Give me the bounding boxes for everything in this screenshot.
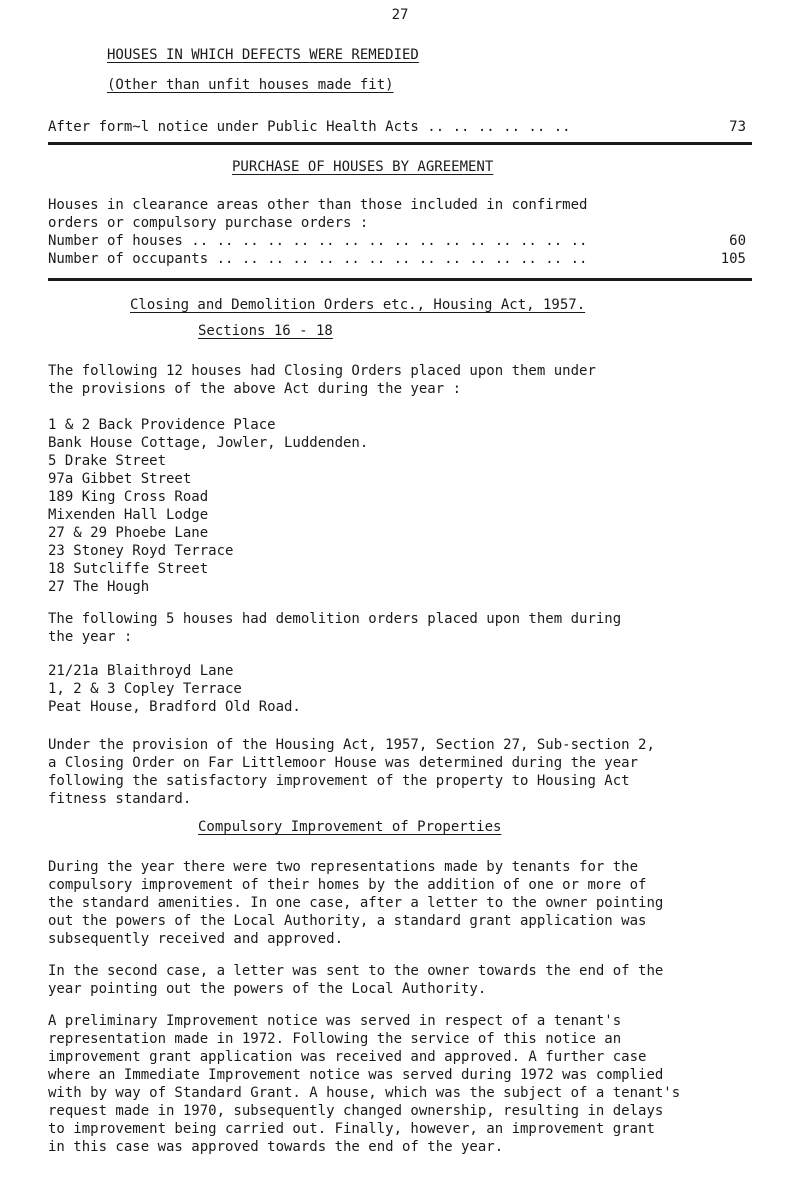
paragraph-line: Under the provision of the Housing Act, 1957, Section 27, Sub-section 2, bbox=[48, 737, 655, 753]
paragraph-line: the standard amenities. In one case, after a letter to the owner pointing bbox=[48, 895, 664, 911]
list-item: 189 King Cross Road bbox=[48, 489, 209, 505]
paragraph-line: in this case was approved towards the end of the year. bbox=[48, 1139, 504, 1155]
list-item: 27 The Hough bbox=[48, 579, 150, 595]
closing-subheading: Sections 16 - 18 bbox=[198, 323, 333, 339]
closing-orders-list bbox=[48, 416, 368, 596]
defects-row-label: After form~l notice under Public Health Acts .. .. .. .. .. .. bbox=[48, 119, 571, 135]
purchase-intro-line: orders or compulsory purchase orders : bbox=[48, 215, 369, 231]
section-divider bbox=[48, 142, 752, 145]
compulsory-paragraph-1 bbox=[48, 858, 663, 948]
closing-intro-line: The following 12 houses had Closing Orders placed upon them under bbox=[48, 363, 596, 379]
purchase-row-value: 60 bbox=[729, 233, 746, 249]
purchase-intro-line: Houses in clearance areas other than those included in confirmed bbox=[48, 197, 588, 213]
compulsory-paragraph-2 bbox=[48, 962, 663, 998]
purchase-row-label: Number of occupants .. .. .. .. .. .. .. .. .. .. .. .. .. .. .. bbox=[48, 251, 588, 267]
list-item: 5 Drake Street bbox=[48, 453, 167, 469]
defects-row-value: 73 bbox=[729, 119, 746, 135]
purchase-row-value: 105 bbox=[720, 251, 746, 267]
defects-heading: HOUSES IN WHICH DEFECTS WERE REMEDIED bbox=[107, 47, 419, 63]
paragraph-line: improvement grant application was received and approved. A further case bbox=[48, 1049, 647, 1065]
paragraph-line: representation made in 1972. Following the service of this notice an bbox=[48, 1031, 622, 1047]
paragraph-line: year pointing out the powers of the Local Authority. bbox=[48, 981, 487, 997]
paragraph-line: a Closing Order on Far Littlemoor House was determined during the year bbox=[48, 755, 639, 771]
list-item: Mixenden Hall Lodge bbox=[48, 507, 209, 523]
list-item: Bank House Cottage, Jowler, Luddenden. bbox=[48, 435, 369, 451]
purchase-row-label: Number of houses .. .. .. .. .. .. .. .. .. .. .. .. .. .. .. .. bbox=[48, 233, 588, 249]
list-item: 1 & 2 Back Providence Place bbox=[48, 417, 276, 433]
paragraph-line: During the year there were two representations made by tenants for the bbox=[48, 859, 639, 875]
paragraph-line: subsequently received and approved. bbox=[48, 931, 344, 947]
section27-paragraph bbox=[48, 736, 655, 808]
list-item: 97a Gibbet Street bbox=[48, 471, 192, 487]
list-item: 21/21a Blaithroyd Lane bbox=[48, 663, 234, 679]
closing-heading: Closing and Demolition Orders etc., Housing Act, 1957. bbox=[130, 297, 586, 313]
paragraph-line: where an Immediate Improvement notice was served during 1972 was complied bbox=[48, 1067, 664, 1083]
defects-subheading: (Other than unfit houses made fit) bbox=[107, 77, 394, 93]
paragraph-line: A preliminary Improvement notice was served in respect of a tenant's bbox=[48, 1013, 622, 1029]
paragraph-line: compulsory improvement of their homes by the addition of one or more of bbox=[48, 877, 647, 893]
paragraph-line: following the satisfactory improvement of the property to Housing Act bbox=[48, 773, 630, 789]
paragraph-line: request made in 1970, subsequently changed ownership, resulting in delays bbox=[48, 1103, 664, 1119]
demolition-intro-line: The following 5 houses had demolition orders placed upon them during bbox=[48, 611, 622, 627]
compulsory-heading: Compulsory Improvement of Properties bbox=[198, 819, 502, 835]
page-number: 27 bbox=[391, 7, 409, 23]
section-divider bbox=[48, 278, 752, 281]
demolition-orders-list bbox=[48, 662, 301, 716]
list-item: 1, 2 & 3 Copley Terrace bbox=[48, 681, 242, 697]
list-item: Peat House, Bradford Old Road. bbox=[48, 699, 301, 715]
list-item: 18 Sutcliffe Street bbox=[48, 561, 209, 577]
list-item: 27 & 29 Phoebe Lane bbox=[48, 525, 209, 541]
list-item: 23 Stoney Royd Terrace bbox=[48, 543, 234, 559]
closing-intro-line: the provisions of the above Act during the year : bbox=[48, 381, 462, 397]
purchase-heading: PURCHASE OF HOUSES BY AGREEMENT bbox=[232, 159, 494, 175]
paragraph-line: out the powers of the Local Authority, a standard grant application was bbox=[48, 913, 647, 929]
paragraph-line: to improvement being carried out. Finally, however, an improvement grant bbox=[48, 1121, 655, 1137]
demolition-intro-line: the year : bbox=[48, 629, 133, 645]
paragraph-line: fitness standard. bbox=[48, 791, 192, 807]
paragraph-line: with by way of Standard Grant. A house, which was the subject of a tenant's bbox=[48, 1085, 681, 1101]
compulsory-paragraph-3 bbox=[48, 1012, 680, 1156]
paragraph-line: In the second case, a letter was sent to the owner towards the end of the bbox=[48, 963, 664, 979]
